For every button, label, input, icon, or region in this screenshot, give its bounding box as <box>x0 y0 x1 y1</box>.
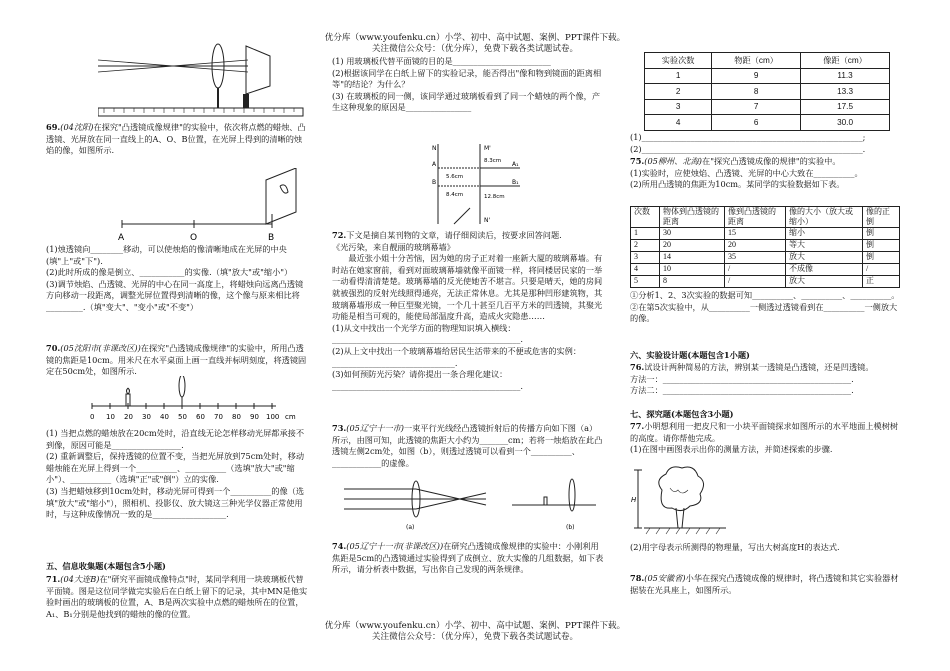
optical-bench-figure <box>98 30 308 118</box>
question-77-part-2 <box>630 542 900 554</box>
question-source: (05沈阳市(非课改区)) <box>60 343 141 353</box>
tick-50: 50 <box>178 413 187 421</box>
table-cell: 等大 <box>786 240 863 252</box>
dist-1: 8.3cm <box>484 158 502 164</box>
question-71-parts <box>332 56 604 114</box>
height-label: H <box>631 496 637 504</box>
table-cell: 8 <box>660 276 725 288</box>
tick-40: 40 <box>160 413 169 421</box>
tick-80: 80 <box>232 413 241 421</box>
q72-sub-2: (2)从上文中找出一个玻璃幕墙给居民生活带来的不便或危害的实例：______________________________. <box>332 345 582 368</box>
question-source: (05辽宁十一市) <box>346 423 404 433</box>
table-row <box>631 240 900 252</box>
q75-sub-1: (1)实验时，应使烛焰、凸透镜、光屏的中心大致在__________。 <box>630 167 863 178</box>
table-row <box>645 99 890 115</box>
question-71 <box>46 574 308 620</box>
article-title: 《光污染，来自靓丽的玻璃幕墙》 <box>332 241 455 252</box>
answer-2: (2)______________________________________________________. <box>630 143 866 154</box>
table-cell: 6 <box>712 115 801 131</box>
label-b1: B₁ <box>512 179 519 186</box>
footer-line-2: 关注微信公众号：（优分库），免费下载各类试题试卷。 <box>371 632 579 642</box>
table-row <box>645 84 890 100</box>
table2-header: 像到凸透镜的距离 <box>725 207 786 228</box>
table-cell: 9 <box>712 68 801 84</box>
q71-sub-1: (1) 用玻璃板代替平面镜的目的是________________________ <box>332 56 551 66</box>
question-source: (05安徽省) <box>644 573 686 583</box>
method-2: 方法二：______________________________________________. <box>630 385 854 396</box>
question-text: 一束平行光线经凸透镜折射后的传播方向如下图（a）所示，由图可知，此透镜的焦距大小约为_______cm；若将一烛焰放在此凸透镜左侧2cm处，如图（b），则透过透镜可以看到一个__________、____________的虚像。 <box>332 423 603 468</box>
tick-20: 20 <box>124 413 133 421</box>
question-number: 69. <box>46 122 61 132</box>
table-cell: 30 <box>660 228 725 240</box>
q77-sub-2: (2)用字母表示所测得的物理量，写出大树高度H的表达式. <box>630 542 840 552</box>
dist-2: 5.6cm <box>446 174 464 180</box>
answer-1: (1)______________________________________________________; <box>630 132 866 142</box>
table1-header: 像距（cm） <box>801 53 890 69</box>
table-cell: 放大 <box>786 252 863 264</box>
article-body: 最近张小姐十分苦恼，因为她的房子正对着一座新大厦的玻璃幕墙。有时站在她家窗前，看到对面玻璃幕墙就像平面镜一样，将同楼居民家的一举一动看得清清楚楚。玻璃幕墙的反光使她苦不堪言。只要是晴天，她的房间就被强烈的反射光线照得通亮，无法正常休息。尤其是那种凹形建筑物，其玻璃幕墙形成一种巨型聚光镜，一个几十甚至几百平方米的凹透镜，其聚光功能是相当可观的，能使局部温度升高，造成火灾隐患…… <box>332 253 603 322</box>
point-label-a: A <box>118 233 125 243</box>
question-source: (05辽宁十一市(非课改区)) <box>346 541 444 551</box>
table-row <box>631 264 900 276</box>
q71-sub-3: (3) 在玻璃板的同一侧，该同学通过玻璃板看到了同一个蜡烛的两个像，产生这种现象的原因是________________ <box>332 90 601 113</box>
tree-figure <box>630 466 730 538</box>
tick-70: 70 <box>214 413 223 421</box>
table-cell: 4 <box>645 115 712 131</box>
section-7-title: 七、探究题(本题包含3小题) <box>630 409 734 419</box>
q69-sub-2: (2)此时所成的像是倒立、___________的实像.（填"放大"或"缩小"） <box>46 267 293 278</box>
table-cell: 倒 <box>863 240 900 252</box>
question-source: (05柳州、北海) <box>644 156 702 166</box>
question-text: 试设计两种简易的方法，辨别某一透镜是凸透镜，还是凹透镜。 <box>644 362 874 372</box>
table-cell: 15 <box>725 228 786 240</box>
table1-header: 物距（cm） <box>712 53 801 69</box>
question-text: 在探究"凸透镜成像规律"的实验中，依次将点燃的蜡烛、凸透镜、光屏放在同一直线上的A、O、B位置，在光屏上得到的清晰的烛焰的像，如图所示. <box>46 122 306 156</box>
table-cell: 正 <box>863 276 900 288</box>
question-text: 小明想利用一把皮尺和一小块平面镜探求如图所示的水平地面上模树树的高度。请你帮他完成。 <box>630 421 899 443</box>
question-number: 77. <box>630 421 645 431</box>
header-line-2: 关注微信公众号：（优分库），免费下载各类试题试卷。 <box>371 44 579 54</box>
table-row <box>631 276 900 288</box>
q73-figures <box>336 475 606 533</box>
q69-figure <box>116 168 306 252</box>
label-n-prime: N' <box>484 217 491 224</box>
q70-ruler-figure <box>80 376 308 422</box>
q75-analysis-2: ②在第5次实验中，从__________一侧透过透镜看到在__________一侧放大的像。 <box>630 301 898 324</box>
label-b: B <box>432 179 437 186</box>
table-cell: 20 <box>660 240 725 252</box>
table-cell: / <box>863 264 900 276</box>
table2-header: 像的大小（放大或缩小） <box>786 207 863 228</box>
question-72 <box>332 230 604 392</box>
table-cell: 7 <box>712 99 801 115</box>
question-number: 76. <box>630 362 645 372</box>
question-75 <box>630 156 900 191</box>
tick-90: 90 <box>250 413 259 421</box>
answer-lines <box>630 132 900 155</box>
table2-header: 次数 <box>631 207 660 228</box>
table-cell: 35 <box>725 252 786 264</box>
table-cell: 10 <box>660 264 725 276</box>
q71-mirror-figure <box>430 138 530 228</box>
table-cell: 17.5 <box>801 99 890 115</box>
table-cell: 缩小 <box>786 228 863 240</box>
table-row <box>645 68 890 84</box>
figure-b-label: (b) <box>566 524 575 531</box>
dist-3: 8.4cm <box>446 192 464 198</box>
q70-sub-3: (3) 当把蜡烛移到10cm处时，移动光屏可得到一个__________的像（选填"放大"或"缩小"），照相机、投影仪、放大镜这三种光学仪器正常使用时，与这种成像情况一致的是__________________. <box>46 485 305 520</box>
question-text: 在探究"凸透镜成像规律"的实验中，所用凸透镜的焦距是10cm。用米尺在水平桌面上画一直线并标明刻度，将透镜固定在50cm处，如图所示. <box>46 343 307 377</box>
q72-sub-1: (1)从文中找出一个光学方面的物理知识填入横线：______________________________________________. <box>332 322 523 345</box>
table-row <box>631 252 900 264</box>
table2-header: 像的正倒 <box>863 207 900 228</box>
question-77 <box>630 421 900 456</box>
question-number: 78. <box>630 573 645 583</box>
q75-sub-2: (2)所用凸透镜的焦距为10cm。某同学的实验数据如下表。 <box>630 179 845 190</box>
question-76 <box>630 362 900 397</box>
question-69-parts <box>46 244 308 314</box>
tick-30: 30 <box>142 413 151 421</box>
question-69 <box>46 122 308 157</box>
table-cell: / <box>725 276 786 288</box>
table-cell: 30.0 <box>801 115 890 131</box>
tick-0: 0 <box>90 413 95 421</box>
q71-sub-2: (2)根据该同学在白纸上留下的实验记录，能否得出"像和物到镜面的距离相等"的结论？为什么？ <box>332 67 602 90</box>
label-n: N <box>432 145 437 152</box>
table-cell: 1 <box>631 228 660 240</box>
method-1: 方法一：______________________________________________. <box>630 373 854 384</box>
table-cell: 3 <box>645 99 712 115</box>
q70-sub-1: (1) 当把点燃的蜡烛放在20cm处时，沿直线无论怎样移动光屏都承接不到像，原因可能是_________________. <box>46 428 305 450</box>
tick-10: 10 <box>106 413 115 421</box>
question-number: 73. <box>332 423 347 433</box>
q70-sub-2: (2) 重新调整后，保持透镜的位置不变，当把光屏放到75cm处时，移动蜡烛能在光屏上得到一个__________、__________（选填"放大"或"缩小"）、__________（选填"正"或"倒"）立的实像. <box>46 451 305 485</box>
question-70 <box>46 343 308 378</box>
question-source: (04沈阳) <box>60 122 94 132</box>
q69-sub-3: (3)调节烛焰、凸透镜、光屏的中心在同一高度上，将蜡烛向远离凸透镜方向移动一段距离，调整光屏位置得到清晰的像，这个像与原来相比将_________.（填"变大"、"变小"或"不变"） <box>46 278 304 312</box>
question-number: 74. <box>332 541 347 551</box>
table-cell: 2 <box>645 84 712 100</box>
tick-unit: cm <box>285 413 296 421</box>
q75-analysis-1: ①分析1、2、3次实验的数据可知__________、__________、__________。 <box>630 290 900 300</box>
label-a: A <box>432 161 437 168</box>
table2-header: 物体到凸透镜的距离 <box>660 207 725 228</box>
q77-sub-1: (1)在图中画图表示出你的测量方法，并简述探索的步骤. <box>630 444 833 455</box>
question-78 <box>630 573 900 596</box>
table-cell: 1 <box>645 68 712 84</box>
table-cell: 20 <box>725 240 786 252</box>
section-6-title: 六、实验设计题(本题包含1小题) <box>630 350 750 360</box>
question-70-parts <box>46 428 308 521</box>
section-5-title: 五、信息收集题(本题包含5小题) <box>46 561 166 571</box>
table1-header: 实验次数 <box>645 53 712 69</box>
table-cell: 放大 <box>786 276 863 288</box>
tick-100: 100 <box>266 413 280 421</box>
experiment-table-2 <box>630 206 900 288</box>
question-text: 在"探究凸透镜成像的规律"的实验中。 <box>702 156 841 166</box>
table-cell: 倒 <box>863 228 900 240</box>
table-cell: 2 <box>631 240 660 252</box>
footer-line-1: 优分库（www.youfenku.cn）小学、初中、高中试题、案例、PPT课件下载。 <box>324 621 626 631</box>
table-cell: 8 <box>712 84 801 100</box>
question-text: 小华在探究凸透镜成像的规律时，将凸透镜和其它实验器材据装在光具座上，如图所示。 <box>630 573 899 595</box>
header-line-1: 优分库（www.youfenku.cn）小学、初中、高中试题、案例、PPT课件下载。 <box>324 33 626 43</box>
table-row <box>645 115 890 131</box>
table-cell: / <box>725 264 786 276</box>
table-cell: 5 <box>631 276 660 288</box>
question-text: 在"研究平面镜成像特点"时，某同学利用一块玻璃板代替平面镜。图是这位同学做完实验后在白纸上留下的记录，其中MN是他实验时画出的玻璃板的位置，A、B是两次实验中点燃的蜡烛所在的位置，A₁、B₁分别是他找到的蜡烛的像的位置。 <box>46 574 308 619</box>
question-number: 71. <box>46 574 61 584</box>
table-cell: 11.3 <box>801 68 890 84</box>
point-label-b: B <box>268 233 275 243</box>
question-text: 下文是摘自某刊物的文章，请仔细阅读后，按要求回答问题. <box>346 230 562 240</box>
dist-4: 12.8cm <box>484 194 505 200</box>
label-m-prime: M' <box>484 145 491 152</box>
question-number: 75. <box>630 156 645 166</box>
table-cell: 不成像 <box>786 264 863 276</box>
point-label-o: O <box>190 233 198 243</box>
label-a1: A₁ <box>512 161 519 168</box>
question-number: 70. <box>46 343 61 353</box>
table-row <box>631 228 900 240</box>
table-cell: 4 <box>631 264 660 276</box>
q69-sub-1: (1)烛透镜向________移动，可以使烛焰的像清晰地成在光屏的中央(填"上"或"下"). <box>46 244 287 266</box>
question-text: 在研究凸透镜成像规律的实验中：小刚利用焦距是5cm的凸透镜通过实验得到了成倒立、放大实像的几组数据，如下表所示，请分析表中数据，写出你自己发现的两条规律。 <box>332 541 604 575</box>
table-cell: 14 <box>660 252 725 264</box>
question-number: 72. <box>332 230 347 240</box>
question-source: (04大连B) <box>60 574 100 584</box>
table-cell: 13.3 <box>801 84 890 100</box>
question-73 <box>332 423 604 469</box>
question-75-analysis <box>630 290 900 325</box>
tick-60: 60 <box>196 413 205 421</box>
q72-sub-3: (3)如何预防光污染？请你提出一条合理化建议：______________________________________________. <box>332 369 523 391</box>
table-cell: 倒 <box>863 252 900 264</box>
question-74 <box>332 541 604 576</box>
figure-a-label: (a) <box>406 524 415 531</box>
table-cell: 3 <box>631 252 660 264</box>
experiment-table-1 <box>644 52 890 131</box>
